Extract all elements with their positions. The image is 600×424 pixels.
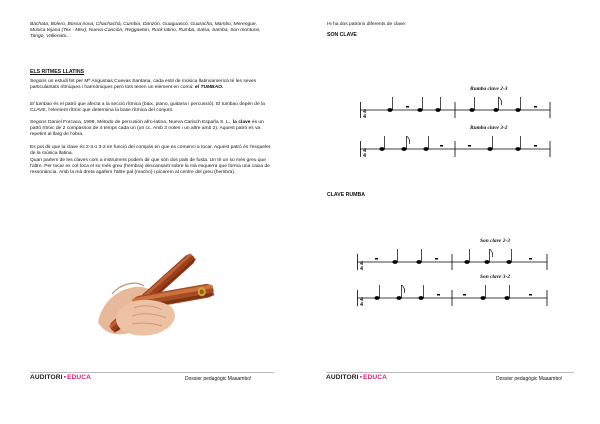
svg-text:4: 4 — [363, 114, 366, 120]
paragraph-2 — [30, 102, 272, 114]
svg-text:4: 4 — [360, 266, 363, 272]
paragraph-1 — [30, 79, 272, 91]
son-clave-heading: SON CLAVE — [327, 32, 357, 38]
paragraph-2-text: és el patró que afecta a la secció rítmica (baix, piano, guitarra i percussió). El tumbao depèn de la CLAVE, l'element rítmic que determina la base rítmica del conjunt. — [30, 102, 265, 114]
staff-son-32 — [357, 282, 549, 316]
footer-divider-right — [326, 372, 574, 373]
logo-part-auditori: AUDITORI — [326, 374, 359, 381]
svg-text:4: 4 — [360, 261, 363, 267]
logo-part-educa: EDUCA — [67, 374, 91, 381]
auditori-educa-logo-right: AUDITORI▪EDUCA — [326, 374, 387, 381]
paragraph-2-italic: El tumbao — [30, 102, 53, 107]
section-heading: ELS RITMES LLATINS — [30, 69, 85, 75]
paragraph-3-text-b: és un patró rítmic de 2 compassos de 4 temps cada un (un cc. Amb 3 notes i un altre amb 2). Aquest patró es va repetint al llarg de l'obra. — [30, 120, 264, 138]
svg-text:4: 4 — [363, 148, 366, 154]
footer-text-right: Dossier pedagògic Maaambo! — [496, 376, 563, 382]
svg-text:4: 4 — [363, 153, 366, 159]
claves-photo — [92, 234, 220, 342]
auditori-educa-logo: AUDITORI▪EDUCA — [30, 374, 91, 381]
paragraph-5: Quan parlem de les claves com a instrument podem dir que són dos pals de fusta. Un té un so més greu que l'altre. Per tocar es col·loca el so més greu (hembra) descansant sobre la mà esquerra que forma una caixa de ressonància. Amb la mà dreta agafem l'altre pal (macho) i picarem al centre del greu (hembra). — [30, 158, 270, 176]
staff-label-rumba-23: Rumba clave 2-3 — [470, 86, 508, 92]
right-intro: Hi ha dos patrons diferents de clave: — [327, 22, 407, 27]
paragraph-3 — [30, 120, 272, 138]
right-page — [300, 0, 600, 424]
paragraph-1-bold: el TUMBAO. — [195, 85, 224, 91]
staff-label-rumba-32: Rumba clave 3-2 — [470, 125, 508, 131]
paragraph-3-bold: la clave — [232, 120, 251, 125]
footer-divider — [30, 372, 274, 373]
staff-label-son-23: Son clave 2-3 — [480, 238, 510, 244]
paragraph-1-text: Segons un estudi fet per Mª Angustias Cuevas Santana, cada estil de música llatinoamericà té les seves particularitats rítmiques i harmòniques però tots tenen un element en comú: — [30, 79, 257, 91]
paragraph-4: Es pot dir que la clave és 2-3 o 3-2 en funció del compàs en que es comenci a tocar. Aquest patró és l'esquelet de la música llatina. — [30, 145, 271, 157]
svg-text:4: 4 — [360, 302, 363, 308]
staff-label-son-32: Son clave 3-2 — [480, 274, 510, 280]
logo-part-educa: EDUCA — [363, 374, 387, 381]
svg-text:4: 4 — [363, 109, 366, 115]
svg-text:4: 4 — [360, 297, 363, 303]
staff-rumba-32 — [360, 133, 552, 167]
footer-text: Dossier pedagògic Maaambo! — [185, 376, 252, 382]
paragraph-3-text-a: Segons Daniel Forcaca, 1999, Método de percusión afro-latina. Nueva Carisch España S. L., — [30, 120, 232, 125]
clave-rumba-heading: CLAVE RUMBA — [327, 192, 365, 198]
staff-rumba-23 — [360, 94, 552, 128]
logo-part-auditori: AUDITORI — [30, 374, 63, 381]
staff-son-23 — [357, 246, 549, 280]
intro-styles-list: Bachata, Bolero, Bossa nova, Chachachá, Cumbia, Danzón, Guaguancó, Guaracha, Mambo, Merengue, Música tejana (Tex - Mex), Nueva Canción, Reggaeton, Rock latino, Rumba, Salsa, Samba, Son montuno, Tango, Vallenato… — [30, 22, 261, 40]
